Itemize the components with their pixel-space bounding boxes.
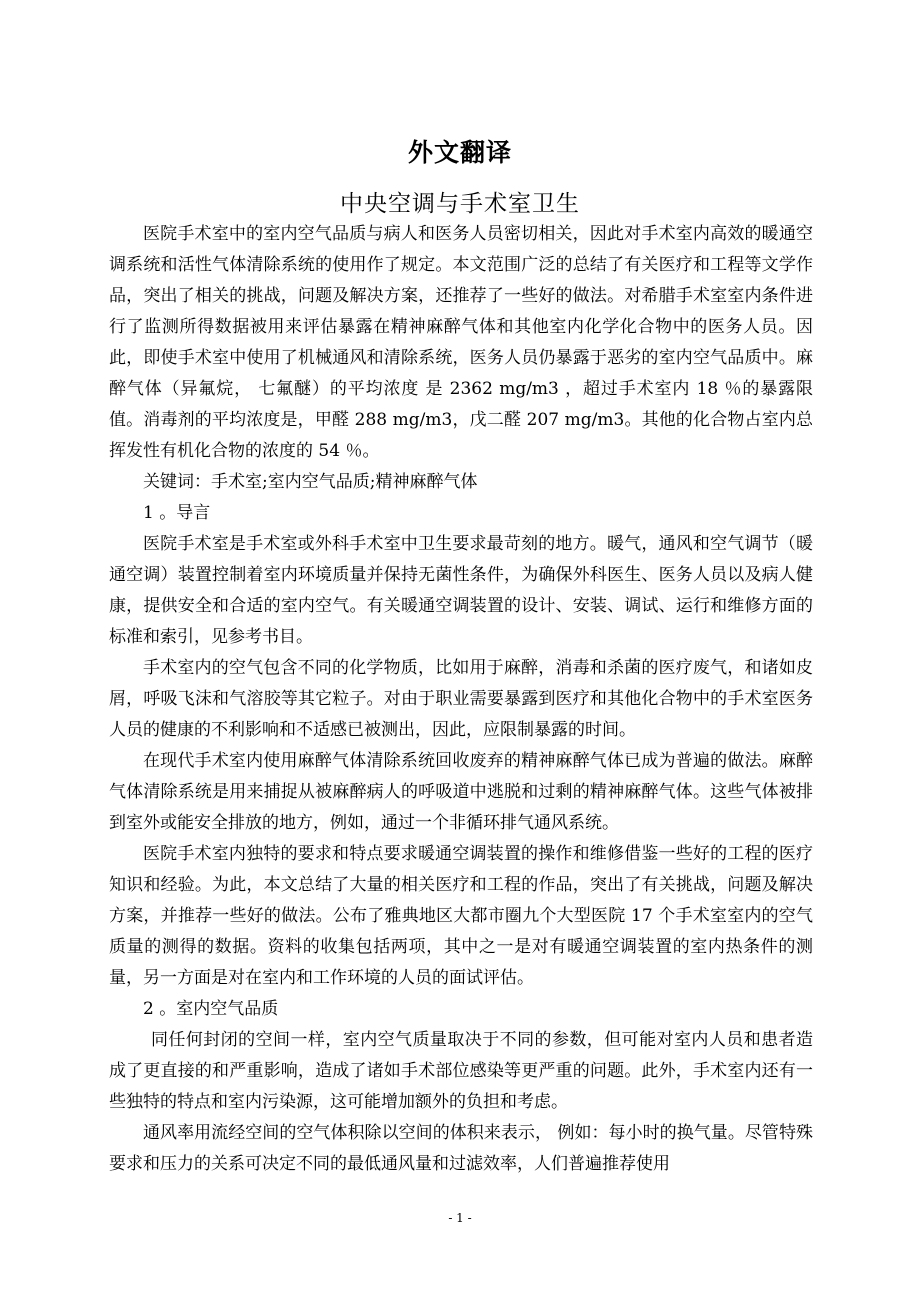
abstract-paragraph: 医院手术室中的室内空气品质与病人和医务人员密切相关，因此对手术室内高效的暖通空调系统和活性气体清除系统的使用作了规定。本文范围广泛的总结了有关医疗和工程等文学作品，突出了相关的挑战，问题及解决方案，还推荐了一些好的做法。对希腊手术室室内条件进行了监测所得数据被用来评估暴露在精神麻醉气体和其他室内化学化合物中的医务人员。因此，即使手术室中使用了机械通风和清除系统，医务人员仍暴露于恶劣的室内空气品质中。麻醉气体（异氟烷， 七氟醚）的平均浓度 是 2362 mg/m3 ，超过手术室内 18 ％的暴露限值。消毒剂的平均浓度是，甲醛 288 mg/m3，戊二醛 207 mg/m3。其他的化合物占室内总挥发性有机化合物的浓度的 54 ％。 (109, 224, 813, 461)
body-paragraph: 医院手术室内独特的要求和特点要求暖通空调装置的操作和维修借鉴一些好的工程的医疗知识和经验。为此，本文总结了大量的相关医疗和工程的作品，突出了有关挑战，问题及解决方案，并推荐一些好的做法。公布了雅典地区大都市圈九个大型医院 17 个手术室室内的空气质量的测得的数据。资料的收集包括两项，其中之一是对有暖通空调装置的室内热条件的测量，另一方面是对在室内和工作环境的人员的面试评估。 (109, 844, 813, 988)
document-subtitle: 中央空调与手术室卫生 (340, 191, 580, 217)
section-heading-introduction: 1 。导言 (143, 503, 211, 523)
page-number: - 1 - (448, 1211, 472, 1225)
document-title: 外文翻译 (407, 138, 512, 167)
body-paragraph: 手术室内的空气包含不同的化学物质，比如用于麻醉，消毒和杀菌的医疗废气，和诸如皮屑，呼吸飞沫和气溶胶等其它粒子。对由于职业需要暴露到医疗和其他化合物中的手术室医务人员的健康的不利影响和不适感已被测出，因此，应限制暴露的时间。 (109, 658, 813, 740)
keywords-line: 关键词：手术室;室内空气品质;精神麻醉气体 (143, 472, 478, 492)
body-paragraph: 在现代手术室内使用麻醉气体清除系统回收废弃的精神麻醉气体已成为普遍的做法。麻醉气体清除系统是用来捕捉从被麻醉病人的呼吸道中逃脱和过剩的精神麻醉气体。这些气体被排到室外或能安全排放的地方，例如，通过一个非循环排气通风系统。 (109, 751, 813, 833)
section-heading-indoor-air-quality: 2 。室内空气品质 (143, 999, 279, 1019)
body-paragraph: 通风率用流经空间的空气体积除以空间的体积来表示， 例如：每小时的换气量。尽管特殊要求和压力的关系可决定不同的最低通风量和过滤效率，人们普遍推荐使用 (109, 1123, 813, 1174)
body-paragraph: 医院手术室是手术室或外科手术室中卫生要求最苛刻的地方。暖气，通风和空气调节（暖通空调）装置控制着室内环境质量并保持无菌性条件，为确保外科医生、医务人员以及病人健康，提供安全和合适的室内空气。有关暖通空调装置的设计、安装、调试、运行和维修方面的标准和索引，见参考书目。 (109, 534, 813, 647)
document-body (109, 219, 813, 1180)
body-paragraph: 同任何封闭的空间一样，室内空气质量取决于不同的参数，但可能对室内人员和患者造成了更直接的和严重影响，造成了诸如手术部位感染等更严重的问题。此外，手术室内还有一些独特的特点和室内污染源，这可能增加额外的负担和考虑。 (109, 1030, 813, 1112)
